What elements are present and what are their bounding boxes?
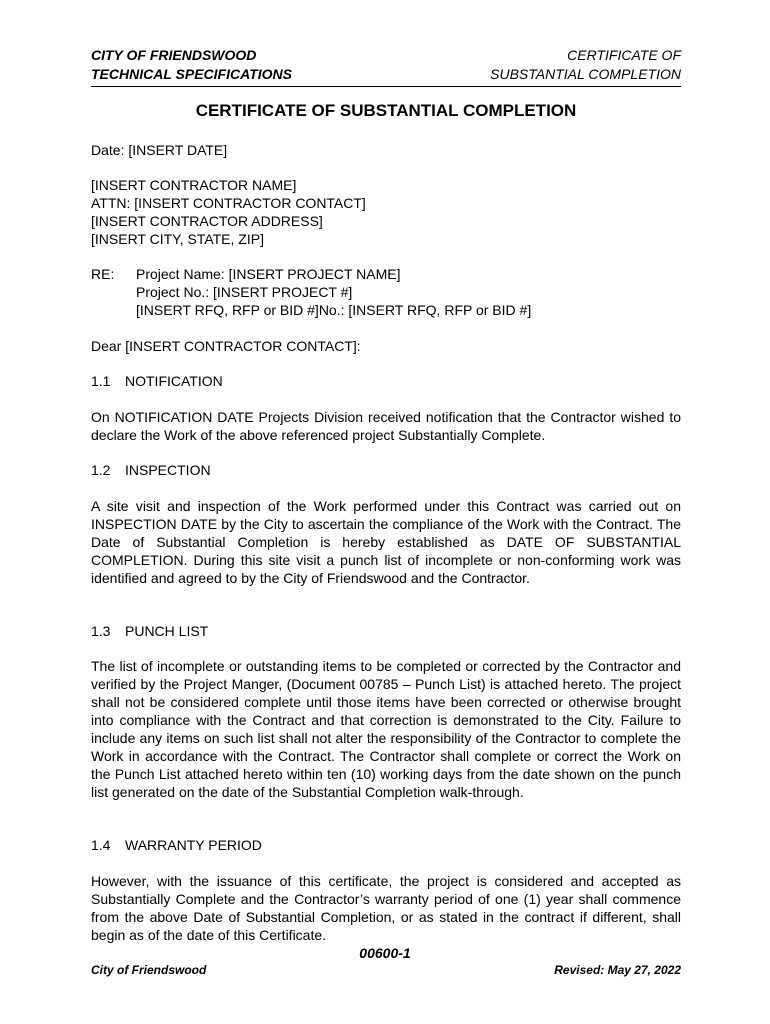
section-heading-1-2 (91, 461, 211, 479)
header-left (91, 46, 292, 84)
re-block (91, 265, 681, 319)
section-heading-1-3 (91, 622, 208, 640)
section-title: PUNCH LIST (125, 623, 209, 639)
re-project-number: Project No.: [INSERT PROJECT #] (136, 284, 353, 300)
date-line (91, 141, 681, 159)
section-number: 1.2 (91, 462, 111, 478)
section-number: 1.4 (91, 837, 111, 853)
contractor-city-state-zip: [INSERT CITY, STATE, ZIP] (91, 231, 264, 247)
section-heading-1-1 (91, 372, 223, 390)
header-doc-title-1: CERTIFICATE OF (567, 47, 681, 63)
header-technical-specifications: TECHNICAL SPECIFICATIONS (91, 66, 292, 82)
section-body-1-3: The list of incomplete or outstanding items to be completed or corrected by the Contractor and verified by the Project Manger, (Document 00785 – Punch List) is attached hereto. The project shall not be considered complete until those items have been corrected or otherwise brought into compliance with the Contract and that correction is demonstrated to the City. Failure to include any items on such list shall not alter the responsibility of the Contractor to complete the Work in accordance with the Contract. The Contractor shall complete or correct the Work on the Punch List attached hereto within ten (10) working days from the date shown on the punch list generated on the date of the Substantial Completion walk-through. (91, 658, 681, 800)
header-city: CITY OF FRIENDSWOOD (91, 47, 257, 63)
salutation-text: Dear [INSERT CONTRACTOR CONTACT]: (91, 338, 361, 354)
section-title: INSPECTION (125, 462, 211, 478)
contractor-attn: ATTN: [INSERT CONTRACTOR CONTACT] (91, 195, 366, 211)
section-body-1-2: A site visit and inspection of the Work performed under this Contract was carried out on INSPECTION DATE by the City to ascertain the compliance of the Work with the Contract. The Date of Substantial Completion is hereby established as DATE OF SUBSTANTIAL COMPLETION. During this site visit a punch list of incomplete or non-conforming work was identified and agreed to by the City of Friendswood and the Contractor. (91, 498, 681, 586)
section-heading-1-4 (91, 836, 262, 854)
contractor-name: [INSERT CONTRACTOR NAME] (91, 177, 297, 193)
section-number: 1.1 (91, 373, 111, 389)
section-body-1-1: On NOTIFICATION DATE Projects Division received notification that the Contractor wished to declare the Work of the above referenced project Substantially Complete. (91, 409, 681, 443)
footer-revised-date: Revised: May 27, 2022 (554, 963, 681, 977)
page-header (91, 46, 681, 87)
section-body-1-4: However, with the issuance of this certificate, the project is considered and accepted as Substantially Complete and the Contractor’s warranty period of one (1) year shall commence from the above Date of Substantial Completion, or as stated in the contract if different, shall begin as of the date of this Certificate. (91, 873, 681, 943)
re-project-name: Project Name: [INSERT PROJECT NAME] (136, 266, 401, 282)
re-label: RE: (91, 266, 115, 282)
re-rfq-number: [INSERT RFQ, RFP or BID #]No.: [INSERT RFQ, RFP or BID #] (136, 302, 532, 318)
re-lines (136, 265, 531, 319)
salutation (91, 337, 681, 355)
section-title: WARRANTY PERIOD (125, 837, 262, 853)
contractor-address: [INSERT CONTRACTOR ADDRESS] (91, 213, 323, 229)
footer-city: City of Friendswood (91, 963, 207, 977)
section-number: 1.3 (91, 623, 111, 639)
page-number: 00600-1 (359, 945, 411, 961)
address-block (91, 176, 681, 248)
header-doc-title-2: SUBSTANTIAL COMPLETION (490, 66, 681, 82)
section-title: NOTIFICATION (125, 373, 223, 389)
page-title: CERTIFICATE OF SUBSTANTIAL COMPLETION (195, 101, 577, 120)
header-right (490, 46, 681, 84)
date-text: Date: [INSERT DATE] (91, 142, 228, 158)
